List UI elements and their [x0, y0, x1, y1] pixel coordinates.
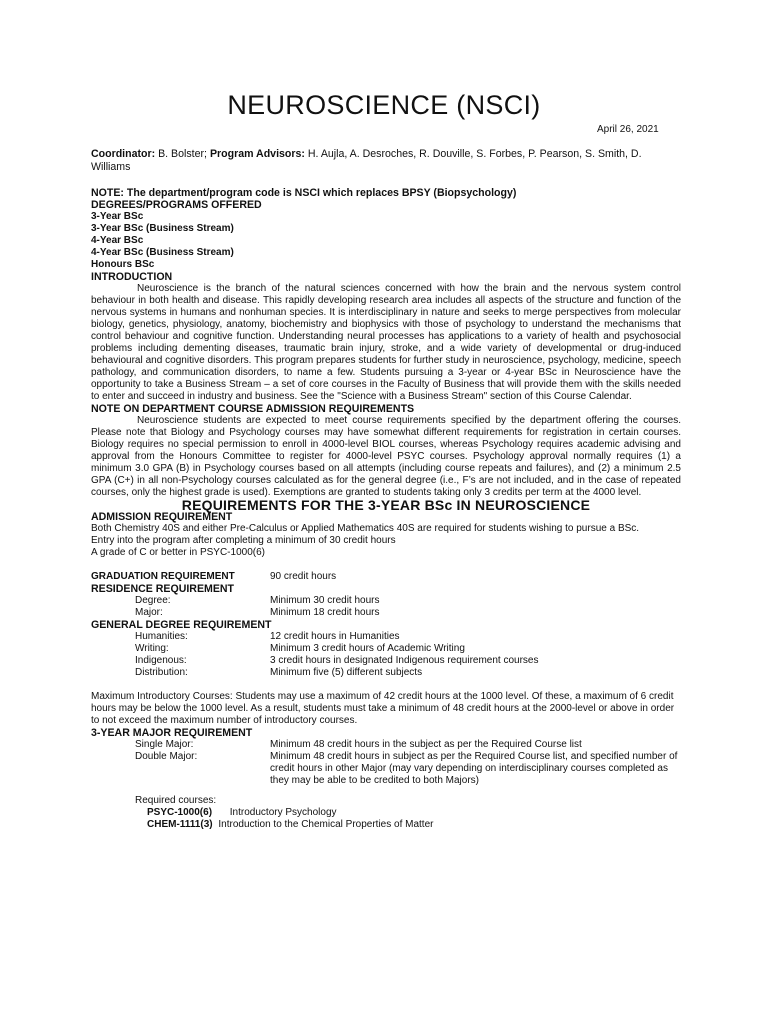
general-degree-label: Distribution: [135, 667, 188, 678]
required-courses-label: Required courses: [135, 795, 217, 806]
introduction-text: Neuroscience is the branch of the natural sciences concerned with how the brain and the nervous system control behaviour in both health and disease. This rapidly developing research area includes all aspects of the structure and function of the nervous systems in humans and nonhuman species. It is interdisciplinary in nature and seeks to merge perspectives from molecular biology, genetics, physiology, anatomy, biochemistry and biophysics with those of psychology to understand the mechanisms that control behaviour and cognitive function. Understanding neural processes has applications to a variety of health and psychosocial problems including dementing diseases, traumatic brain injury, stroke, and a wide variety of developmental or drug-induced behavioural and cognitive disorders. This program prepares students for further study in neuroscience, psychology, medicine, speech pathology, and communication disorders, to name a few. Students pursuing a 3-year or 4-year BSc in Neuroscience have the opportunity to take a Business Stream – a set of core courses in the Faculty of Business that will provide them with the skills needed to enter and succeed in industry and business. See the "Science with a Business Stream" section of this Course Calendar. [91, 283, 681, 402]
general-degree-label: Indigenous: [135, 655, 187, 666]
program-code-note: NOTE: The department/program code is NSCI which replaces BPSY (Biopsychology) [91, 187, 517, 199]
residence-label: Degree: [135, 595, 171, 606]
general-degree-value: 3 credit hours in designated Indigenous requirement courses [270, 655, 539, 666]
introduction-heading: INTRODUCTION [91, 271, 173, 283]
graduation-value: 90 credit hours [270, 571, 337, 582]
max-introductory-text: Maximum Introductory Courses: Students may use a maximum of 42 credit hours at the 1000 level. Of these, a maximum of 6 credit hours may be below the 1000 level. As a result, students must take a minimum of 48 credit hours at the 2000-level or above in order to not exceed the maximum number of introductory courses. [91, 691, 675, 726]
admission-line: Entry into the program after completing a minimum of 30 credit hours [91, 535, 396, 546]
graduation-label: GRADUATION REQUIREMENT [91, 571, 235, 582]
residence-label: Major: [135, 607, 163, 618]
general-degree-row [91, 631, 681, 643]
general-degree-heading: GENERAL DEGREE REQUIREMENT [91, 619, 272, 631]
document-date: April 26, 2021 [597, 124, 659, 135]
degree-item: 3-Year BSc (Business Stream) [91, 223, 234, 234]
admission-line: Both Chemistry 40S and either Pre-Calculus or Applied Mathematics 40S are required for students wishing to pursue a BSc. [91, 523, 640, 534]
document-body [91, 148, 681, 831]
course-name: Introduction to the Chemical Properties of Matter [218, 819, 434, 830]
course-name: Introductory Psychology [229, 807, 337, 818]
coordinator-line [91, 148, 681, 174]
major-row [91, 751, 681, 787]
general-degree-value: Minimum 3 credit hours of Academic Writing [270, 643, 465, 654]
advisors-names: H. Aujla, A. Desroches, R. Douville, S. Forbes, P. Pearson, S. Smith, D. Williams [91, 148, 642, 173]
general-degree-row [91, 643, 681, 655]
degree-item: 4-Year BSc (Business Stream) [91, 247, 234, 258]
major-label: Single Major: [135, 739, 194, 750]
residence-row [91, 595, 681, 607]
admission-note-text: Neuroscience students are expected to meet course requirements specified by the department offering the courses. Please note that Biology and Psychology courses may have somewhat different requirements for registration in certain courses. Biology requires no special permission to enroll in 4000-level BIOL courses, whereas Psychology requires academic advising and approval from the Honours Committee to register for 4000-level PSYC courses. Psychology approval normally requires (1) a minimum 3.0 GPA (B) in Psychology courses based on all attempts (including course repeats and failures), and (2) a minimum 2.5 GPA (C+) in all non-Psychology courses calculated as for the general degree (i.e., F’s are not included, and in the case of repeated courses, only the highest grade is used). Exemptions are granted to students taking only 3 credits per term at the 4000 level. [91, 415, 681, 498]
graduation-requirement [91, 571, 681, 583]
major-value: Minimum 48 credit hours in subject as per the Required Course list, and specified number of credit hours in other Major (may vary depending on interdisciplinary courses completed as they may be able to be credited to both Majors) [270, 751, 678, 786]
general-degree-row [91, 655, 681, 667]
residence-row [91, 607, 681, 619]
admission-requirement-heading: ADMISSION REQUIREMENT [91, 511, 233, 523]
residence-heading: RESIDENCE REQUIREMENT [91, 583, 235, 595]
degree-item: 4-Year BSc [91, 235, 144, 246]
advisors-label: Program Advisors: [209, 148, 305, 160]
degrees-heading: DEGREES/PROGRAMS OFFERED [91, 199, 262, 211]
course-row [91, 819, 681, 831]
major-requirement-heading: 3-YEAR MAJOR REQUIREMENT [91, 727, 253, 739]
major-label: Double Major: [135, 751, 198, 762]
course-code: PSYC-1000(6) [147, 807, 213, 818]
general-degree-value: Minimum five (5) different subjects [270, 667, 423, 678]
general-degree-label: Writing: [135, 643, 169, 654]
degree-item: 3-Year BSc [91, 211, 144, 222]
coordinator-name: B. Bolster; [158, 148, 207, 160]
residence-value: Minimum 18 credit hours [270, 607, 380, 618]
major-row [91, 739, 681, 751]
general-degree-value: 12 credit hours in Humanities [270, 631, 400, 642]
course-code: CHEM-1111(3) [147, 819, 213, 830]
major-value: Minimum 48 credit hours in the subject as per the Required Course list [270, 739, 582, 750]
page-title: NEUROSCIENCE (NSCI) [227, 90, 541, 120]
requirements-heading: REQUIREMENTS FOR THE 3-YEAR BSc IN NEUROSCIENCE [181, 497, 591, 513]
admission-note-heading: NOTE ON DEPARTMENT COURSE ADMISSION REQUIREMENTS [91, 403, 415, 415]
general-degree-row [91, 667, 681, 679]
admission-line: A grade of C or better in PSYC-1000(6) [91, 547, 265, 558]
course-row [91, 807, 681, 819]
general-degree-label: Humanities: [135, 631, 188, 642]
coordinator-label: Coordinator: [91, 148, 156, 160]
residence-value: Minimum 30 credit hours [270, 595, 380, 606]
degree-item: Honours BSc [91, 259, 155, 270]
